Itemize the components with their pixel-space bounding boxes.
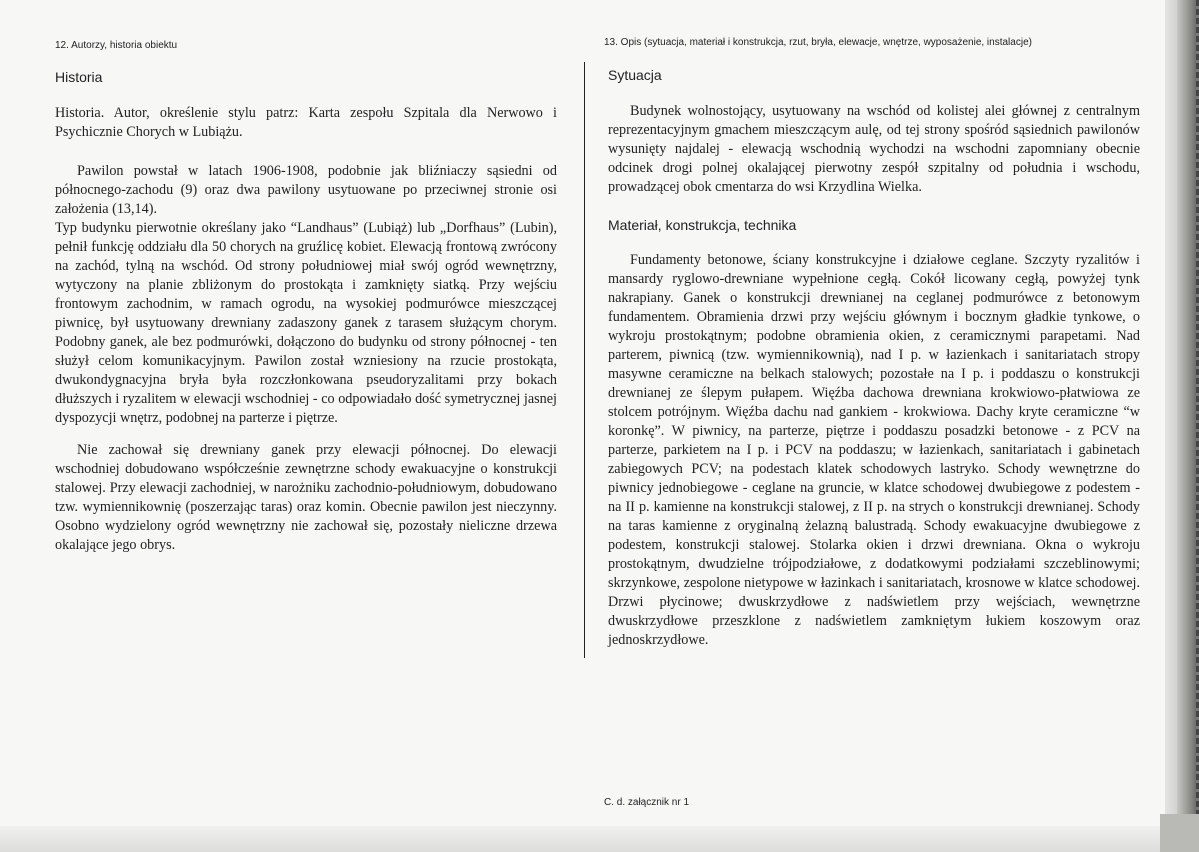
- right-section-number: 13. Opis (sytuacja, materiał i konstrukcja, rzut, bryła, elewacje, wnętrze, wyposażenie, instalacje): [604, 37, 1032, 48]
- scan-bottom-shadow: [0, 826, 1199, 852]
- sytuacja-paragraph: Budynek wolnostojący, usytuowany na wschód od kolistej alei głównej z centralnym reprezentacyjnym gmachem mieszczącym aulę, od tej strony spośród sąsiednich pawilonów wysunięty najdalej - elewacją wschodnią wychodzi na wschodni zapomniany obecnie odcinek drogi polnej okalającej pierwotny zespół szpitalny od południa i wschodu, prowadzącej obok cmentarza do wsi Krzydlina Wielka.: [608, 103, 1140, 195]
- heading-sytuacja: Sytuacja: [608, 67, 662, 83]
- scan-edge-shadow: [1165, 0, 1177, 852]
- historia-paragraph-1: Pawilon powstał w latach 1906-1908, podobnie jak bliźniaczy sąsiedni od północnego-zachodu (9) oraz dwa pawilony usytuowane po przeciwnej stronie osi założenia (13,14).: [55, 163, 557, 217]
- heading-historia: Historia: [55, 69, 103, 85]
- footer-note: C. d. załącznik nr 1: [604, 797, 690, 808]
- scan-corner-shadow: [1160, 814, 1199, 852]
- historia-intro-paragraph: Historia. Autor, określenie stylu patrz: Karta zespołu Szpitala dla Nerwowo i Psychicznie Chorych w Lubiążu.: [55, 105, 557, 140]
- heading-material: Materiał, konstrukcja, technika: [608, 217, 797, 233]
- historia-paragraph-2: Typ budynku pierwotnie określany jako “Landhaus” (Lubiąż) lub „Dorfhaus” (Lubin), pełnił funkcję oddziału dla 50 chorych na gruźlicę kobiet. Elewacją frontową zwrócony na zachód, tylną na wschód. Od strony południowej miał swój ogród wewnętrzny, wytyczony na planie zbliżonym do prostokąta i zamknięty siatką. Przy wejściu frontowym zachodnim, w ramach ogrodu, na wysokiej podmurówce mieszczącej piwnicę, był usytuowany drewniany zadaszony ganek z tarasem służącym chorym. Podobny ganek, ale bez podmurówki, dołączono do budynku od strony północnej - ten służył celom komunikacyjnym. Pawilon został wzniesiony na rzucie prostokąta, dwukondygnacyjna bryła była rozczłonkowana pseudoryzalitami przy bokach dłuższych i ryzalitem w elewacji wschodniej - co odpowiadało dość symetrycznej jasnej dyspozycji wnętrz, podobnej na parterze i piętrze.: [55, 220, 557, 426]
- historia-paragraph-3: Nie zachował się drewniany ganek przy elewacji północnej. Do elewacji wschodniej dobudowano współcześnie zewnętrzne schody ewakuacyjne o konstrukcji stalowej. Przy elewacji zachodniej, w narożniku zachodnio-południowym, dobudowano tzw. wymiennikownię (poszerzając taras) oraz komin. Obecnie pawilon jest nieczynny. Osobno wydzielony ogród wewnętrzny nie zachował się, pozostały nieliczne drzewa okalające jego obrys.: [55, 442, 557, 553]
- material-paragraph: Fundamenty betonowe, ściany konstrukcyjne i działowe ceglane. Szczyty ryzalitów i mansardy ryglowo-drewniane wypełnione cegłą. Cokół licowany cegłą, powyżej tynk nakrapiany. Ganek o konstrukcji drewnianej na ceglanej podmurówce z betonowym fundamentem. Obramienia drzwi przy wejściu głównym i bocznym gładkie tynkowe, o wykroju prostokątnym; podobne obramienia okien, z ceramicznymi parapetami. Nad parterem, piwnicą (tzw. wymiennikownią), nad I p. w łazienkach i sanitariatach stropy masywne ceramiczne na belkach stalowych; pozostałe na I p. i poddaszu o konstrukcji drewnianej ze ślepym pułapem. Więźba dachowa drewniana krokwiowo-płatwiowa ze stolcem potrójnym. Więźba dachu nad gankiem - krokwiowa. Dachy kryte ceramiczne “w koronkę”. W piwnicy, na parterze, piętrze i poddaszu posadzki betonowe - z PCV na parterze, parkietem na I p. i PCV na poddaszu; w łazienkach, sanitariatach i gabinetach zabiegowych PCV; na podestach klatek schodowych lastryko. Schody wewnętrzne do piwnicy jednobiegowe - ceglane na gruncie, w klatce schodowej dwubiegowe z podestem - na II p. kamienne na konstrukcji stalowej, z II p. na strych o konstrukcji drewnianej. Schody na taras kamienne z oryginalną żelazną balustradą. Schody ewakuacyjne dwubiegowe z podestem, konstrukcji stalowej. Stolarka okien i drzwi drewniana. Okna o wykroju prostokątnym, dwudzielne trójpodziałowe, z dodatkowymi podziałami szczeblinowymi; skrzynkowe, zespolone nietypowe w łazinkach i sanitariatach, krosnowe w klatce schodowej. Drzwi płycinowe; dwuskrzydłowe z nadświetlem przy wejściach, wewnętrzne dwuskrzydłowe przeszklone z nadświetlem zamkniętym łukiem koszowym oraz jednoskrzydłowe.: [608, 252, 1140, 648]
- column-divider: [584, 62, 585, 658]
- left-section-number: 12. Autorzy, historia obiektu: [55, 40, 178, 51]
